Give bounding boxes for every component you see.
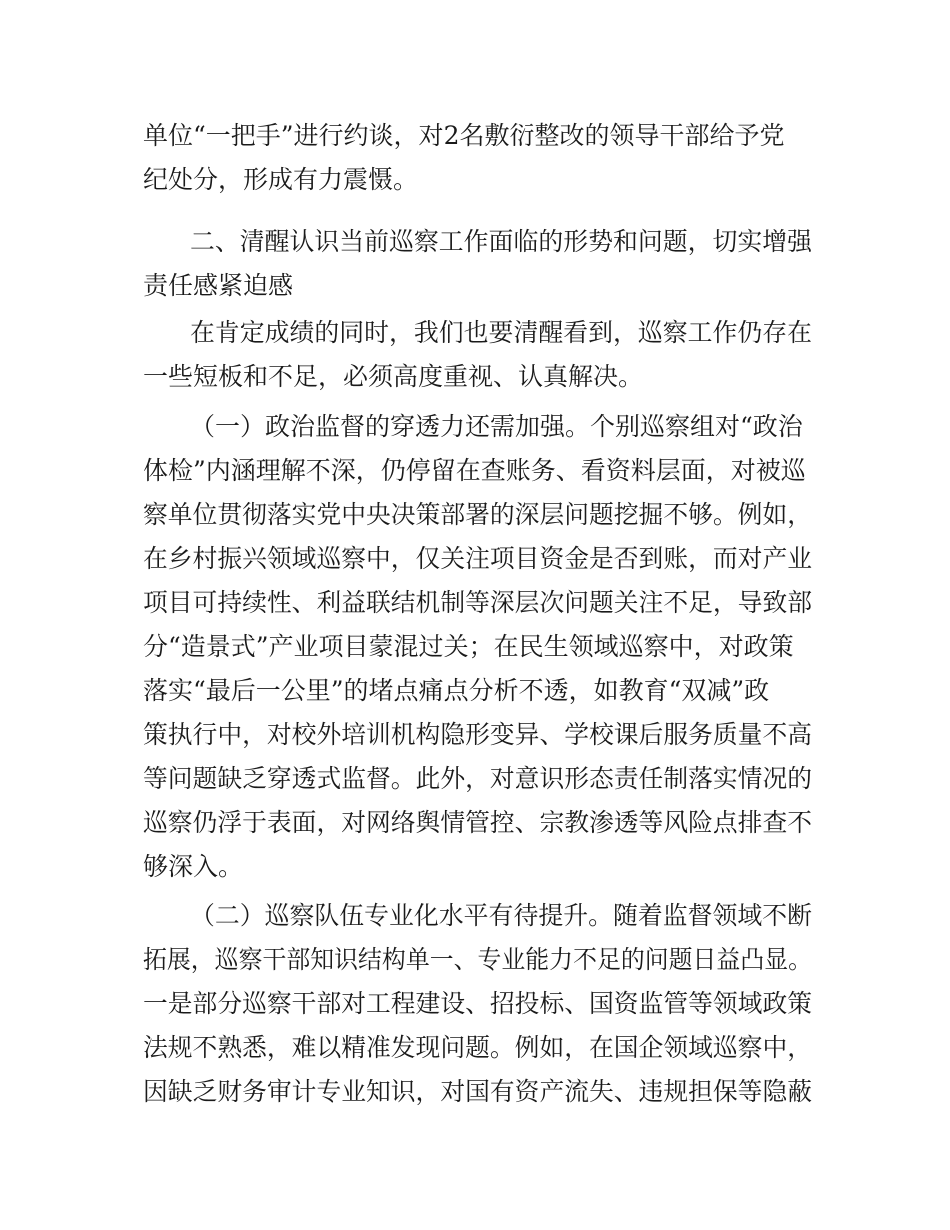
text-line — [0, 1070, 950, 1114]
text-line — [0, 625, 950, 669]
text-line-content: 巡察仍浮于表面，对网络舆情管控、宗教渗透等风险点排查不 — [143, 808, 813, 837]
text-line-content: 察单位贯彻落实党中央决策部署的深层问题挖掘不够。例如， — [143, 500, 813, 529]
section-heading-line — [0, 264, 950, 308]
text-line — [0, 757, 950, 801]
text-line — [0, 801, 950, 845]
text-line-content: 拓展，巡察干部知识结构单一、专业能力不足的问题日益凸显。 — [143, 945, 813, 974]
text-line — [0, 449, 950, 493]
text-line — [0, 581, 950, 625]
text-line — [0, 493, 950, 537]
text-line — [0, 537, 950, 581]
text-line-content: 等问题缺乏穿透式监督。此外，对意识形态责任制落实情况的 — [143, 764, 813, 793]
text-line-content: 落实“最后一公里”的堵点痛点分析不透，如教育“双减”政 — [143, 676, 770, 705]
text-line — [0, 894, 950, 938]
text-line-content: （一）政治监督的穿透力还需加强。个别巡察组对“政治 — [190, 412, 803, 441]
text-line — [0, 311, 950, 355]
section-heading-text: 责任感紧迫感 — [143, 271, 294, 300]
text-line — [0, 845, 950, 889]
text-line-content: 一些短板和不足，必须高度重视、认真解决。 — [143, 362, 644, 391]
text-line-content: 在肯定成绩的同时，我们也要清醒看到，巡察工作仍存在 — [190, 318, 813, 347]
text-line-content: （二）巡察队伍专业化水平有待提升。随着监督领域不断 — [190, 901, 813, 930]
section-heading-text: 二、清醒认识当前巡察工作面临的形势和问题，切实增强 — [190, 227, 813, 256]
text-line — [0, 114, 950, 158]
text-line-content: 一是部分巡察干部对工程建设、招投标、国资监管等领域政策 — [143, 989, 813, 1018]
text-line — [0, 355, 950, 399]
text-line — [0, 158, 950, 202]
text-line — [0, 405, 950, 449]
text-line — [0, 938, 950, 982]
text-line — [0, 669, 950, 713]
section-heading-line — [0, 220, 950, 264]
text-line-content: 单位“一把手”进行约谈，对2名敷衍整改的领导干部给予党 — [143, 121, 785, 150]
text-line-content: 法规不熟悉，难以精准发现问题。例如，在国企领域巡察中， — [143, 1033, 813, 1062]
text-line-content: 因缺乏财务审计专业知识，对国有资产流失、违规担保等隐蔽 — [143, 1077, 813, 1106]
text-line-content: 纪处分，形成有力震慑。 — [143, 165, 419, 194]
text-line-content: 在乡村振兴领域巡察中，仅关注项目资金是否到账，而对产业 — [143, 544, 813, 573]
text-line-content: 体检”内涵理解不深，仍停留在查账务、看资料层面，对被巡 — [143, 456, 806, 485]
text-line — [0, 982, 950, 1026]
text-line-content: 策执行中，对校外培训机构隐形变异、学校课后服务质量不高 — [143, 720, 813, 749]
text-line-content: 够深入。 — [143, 852, 244, 881]
text-line — [0, 1026, 950, 1070]
text-line-content: 分“造景式”产业项目蒙混过关；在民生领域巡察中，对政策 — [143, 632, 794, 661]
text-line-content: 项目可持续性、利益联结机制等深层次问题关注不足，导致部 — [143, 588, 813, 617]
text-line — [0, 713, 950, 757]
